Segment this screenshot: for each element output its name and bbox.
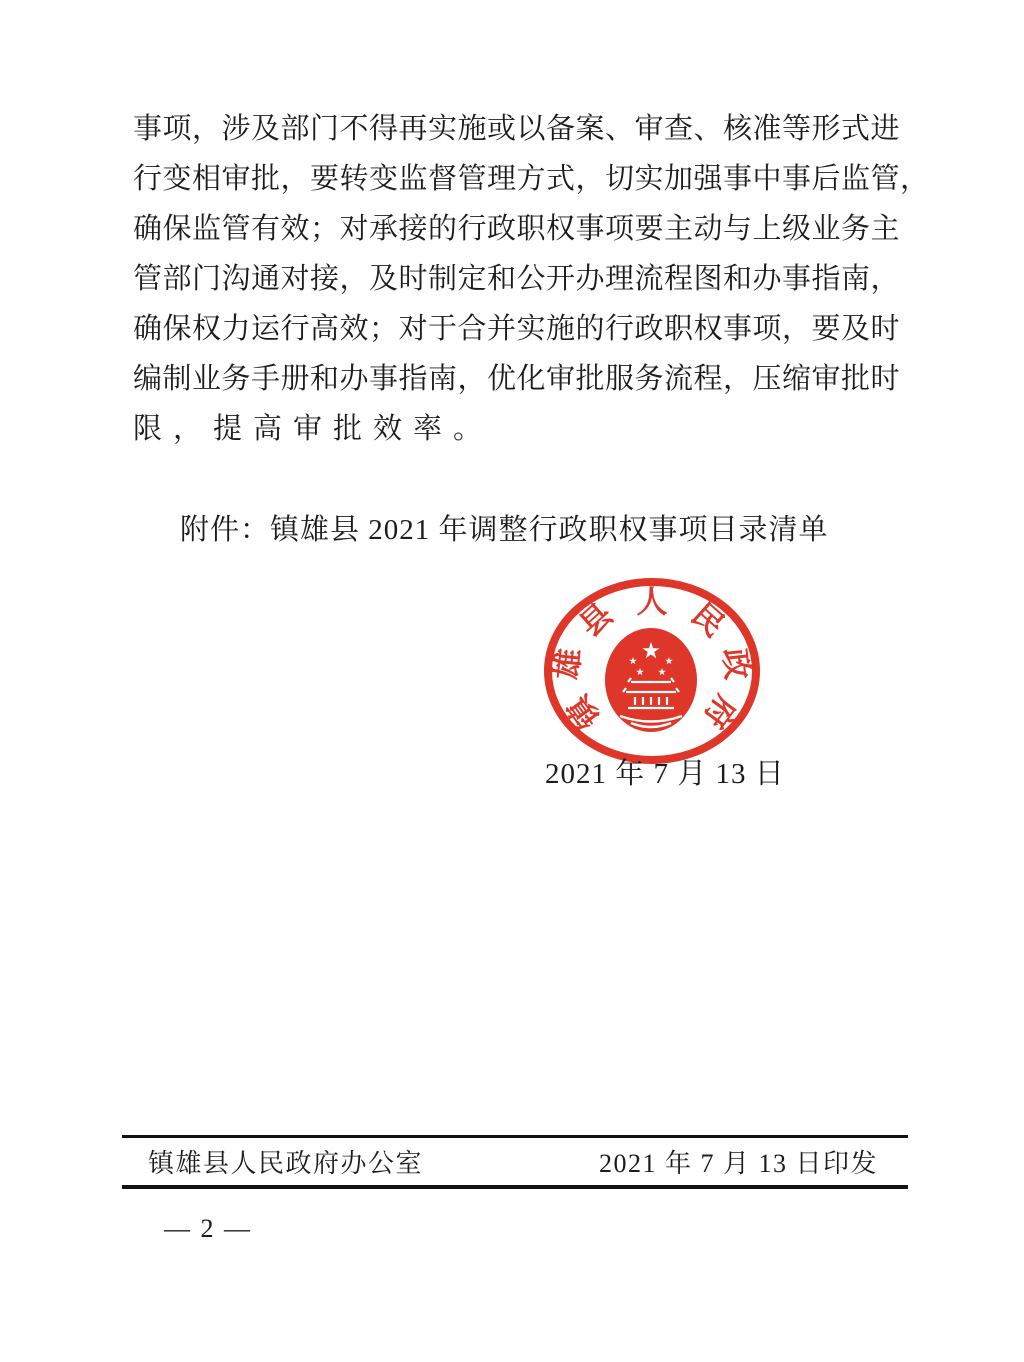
body-line: 确保权力运行高效；对于合并实施的行政职权事项，要及时 bbox=[133, 313, 901, 345]
seal-char: 镇 bbox=[560, 689, 608, 735]
body-line: 限，提高审批效率。 bbox=[133, 413, 494, 445]
footer-issuer: 镇雄县人民政府办公室 bbox=[148, 1149, 424, 1178]
footer bbox=[122, 1135, 908, 1189]
seal-char: 民 bbox=[684, 596, 732, 644]
footer-row bbox=[122, 1138, 908, 1185]
seal-char: 雄 bbox=[548, 646, 588, 682]
seal-char: 府 bbox=[696, 689, 744, 735]
national-emblem-icon bbox=[605, 628, 697, 732]
seal-char: 县 bbox=[572, 596, 620, 644]
attachment-line: 附件：镇雄县 2021 年调整行政职权事项目录清单 bbox=[180, 514, 829, 546]
footer-rule-bottom bbox=[122, 1185, 908, 1189]
official-seal bbox=[532, 561, 772, 781]
seal-char: 人 bbox=[636, 584, 668, 620]
seal-graphic bbox=[532, 561, 772, 781]
body-line: 行变相审批，要转变监督管理方式，切实加强事中事后监管， bbox=[133, 163, 930, 195]
body-line: 确保监管有效；对承接的行政职权事项要主动与上级业务主 bbox=[133, 213, 901, 245]
page-number: — 2 — bbox=[164, 1214, 252, 1243]
body-line: 事项，涉及部门不得再实施或以备案、审查、核准等形式进 bbox=[133, 113, 901, 145]
signature-date: 2021 年 7 月 13 日 bbox=[545, 758, 785, 790]
body-line: 编制业务手册和办事指南，优化审批服务流程，压缩审批时 bbox=[133, 363, 901, 395]
body-line: 管部门沟通对接，及时制定和公开办理流程图和办事指南， bbox=[133, 263, 901, 295]
footer-print-date: 2021 年 7 月 13 日印发 bbox=[598, 1149, 878, 1178]
document-body bbox=[133, 104, 930, 454]
seal-char: 政 bbox=[716, 646, 756, 682]
